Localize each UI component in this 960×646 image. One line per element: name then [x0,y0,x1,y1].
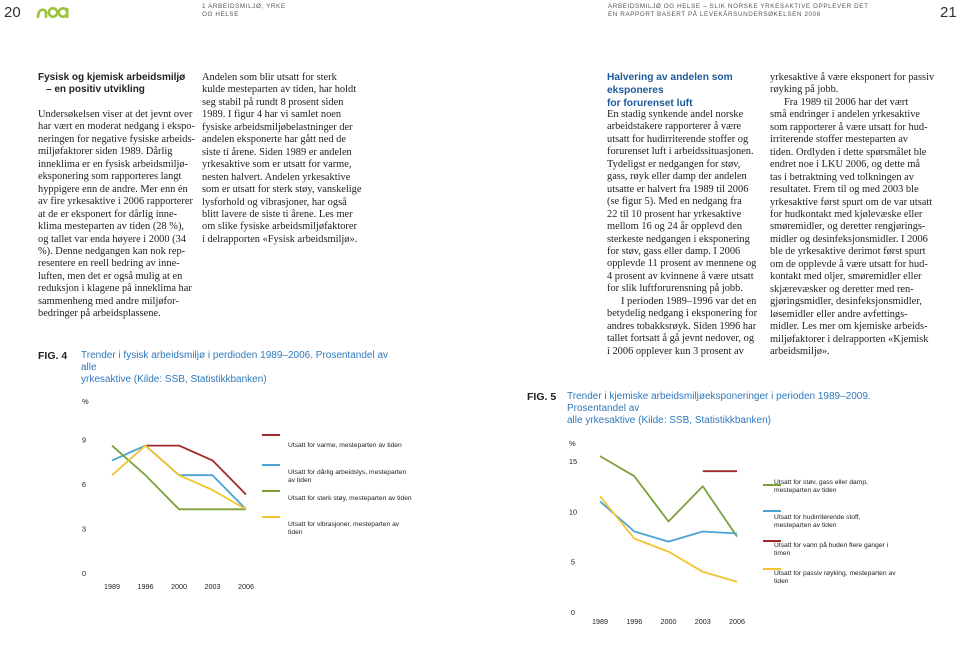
x-tick-label: 1989 [104,582,120,591]
x-tick-label: 1989 [592,617,608,626]
x-tick-label: 2006 [729,617,745,626]
section-heading-physical: Fysisk og kjemisk arbeidsmiljø – en positiv utvikling [38,72,186,96]
legend-label: Utsatt for sterk støy, mesteparten av tiden [288,495,412,502]
fig4-label: FIG. 4 [38,350,68,362]
y-tick-label: 5 [570,557,576,567]
series-line [112,446,246,510]
y-axis-unit: % [569,439,576,448]
legend-swatch [262,490,280,492]
x-tick-label: 2000 [171,582,187,591]
fig5-chart [555,432,760,632]
legend-swatch [763,510,781,512]
x-tick-label: 2006 [238,582,254,591]
y-tick-label: 9 [81,435,87,445]
y-tick-label: 3 [81,524,87,534]
page-number-right: 21 [940,4,957,21]
legend-label: Utsatt for vann på huden flere ganger i timen [774,542,889,557]
nqa-logo [36,4,70,18]
legend-label: Utsatt for vibrasjoner, mesteparten av tiden [288,521,400,536]
x-tick-label: 1996 [137,582,154,591]
legend-swatch [262,434,280,436]
body-text-col1: Undersøkelsen viser at det jevnt over har vært en moderat nedgang i ekspo- neringen for negative fysiske arbeids- miljøfaktorer siden 1989. Dårlig inneklima er en fysisk arbeidsmiljø- eksponering som rapporteres langt hyppigere enn de andre. Mer enn én av fire yrkesaktive i 2006 rapporterer at de er eksponert for dårlig inne- klima mesteparten av tiden (28 %), og tallet var enda høyere i 2000 (34 %). Denne nedgangen kan nok rep- resentere en reell bedring av inne- luften, men det er også mulig at en reduksjon i klagene på inneklima har sammenheng med andre miljøfor- bedringer på arbeidsplassene. [38,109,195,320]
series-line [600,456,737,536]
legend-swatch [262,464,280,466]
fig4-legend [262,430,412,550]
fig4-caption: Trender i fysisk arbeidsmiljø i perdioden 1989–2006. Prosentandel av alle yrkesaktive (Kilde: SSB, Statistikkbanken) [81,350,389,385]
series-line [112,446,246,510]
legend-label: Utsatt for varme, mesteparten av tiden [288,442,402,449]
x-tick-label: 2000 [660,617,677,626]
fig5-caption: Trender i kjemiske arbeidsmiljøeksponeringer i perioden 1989–2009. Prosentandel av alle yrkesaktive (Kilde: SSB, Statistikkbanken) [567,391,871,426]
series-line [600,496,737,582]
body-text-col4: yrkesaktive å være eksponert for passiv røyking på jobb. Fra 1989 til 2006 har det vært små endringer i andelen yrkesaktive som rapporterer å være utsatt for hud- irriterende stoffer mesteparten av tiden. Ordlyden i dette spørsmålet ble endret noe i LKU 2006, og dette må tas i betraktning ved tolkningen av resultatet. Frem til og med 2003 ble yrkesaktive først spurt om de var utsatt for hudkontakt med kjølevæske eller smøremidler, og deretter rengjørings- midler og desinfeksjonsmidler. I 2006 ble de yrkesaktive derimot først spurt om de opplevde å være utsatt for hud- kontakt med oljer, smøremidler eller skjærevæsker og deretter med ren- gjøringsmidler, desinfeksjonsmidler, løsemidler eller andre avfettings- midler. Les mer om kjemiske arbeids- miljøfaktorer i delrapporten «Kjemisk arbeidsmiljø». [770,72,935,357]
legend-label: Utsatt for dårlig arbeidslys, mesteparten av tiden [288,469,407,484]
body-text-col3: En stadig synkende andel norske arbeidstakere rapporterer å være utsatt for hudirriterende stoffer og forurenset luft i arbeidssituasjonen. Tydeligst er nedgangen for støv, gass, røyk eller damp der andelen utsatte er halvert fra 1989 til 2006 (se figur 5). Med en nedgang fra 22 til 10 prosent har yrkesaktive mellom 16 og 24 år opplevd den sterkeste nedgangen i eksponering for støv, gass eller damp. I 2006 opplevde 11 prosent av mennene og 4 prosent av kvinnene å være utsatt for slik luftforurensning på jobb. I perioden 1989–1996 var det en betydelig nedgang i eksponering for andres tobakksrøyk. Siden 1996 har tallet fortsatt å gå jevnt nedover, og i 2006 opplever kun 3 prosent av [607,109,758,357]
y-axis-unit: % [82,397,89,406]
y-tick-label: 0 [570,608,576,617]
legend-swatch [262,516,280,518]
y-tick-label: 10 [568,507,578,517]
legend-label: Utsatt for støv, gass eller damp, mesteparten av tiden [774,479,868,494]
series-line [146,446,247,495]
legend-label: Utsatt for hudirriterende stoff, mesteparten av tiden [774,514,861,529]
section-heading-air: Halvering av andelen som eksponeres for forurenset luft [607,72,733,109]
body-text-col2: Andelen som blir utsatt for sterk kulde mesteparten av tiden, har holdt seg stabil på rundt 8 prosent siden 1989. I figur 4 har vi samlet noen fysiske arbeidsmiljøbelastninger der andelen eksponerte har gått ned de siste ti årene. Siden 1989 er andelen yrkesaktive som er utsatt for varme, nesten halvert. Andelen yrkesaktive som er utsatt for sterk støy, vanskelige lysforhold og vibrasjoner, har også blitt lavere de siste ti årene. Les mer om slike fysiske arbeidsmiljøfaktorer i delrapporten «Fysisk arbeidsmiljø». [202,72,362,245]
running-head-right: ARBEIDSMILJØ OG HELSE – SLIK NORSKE YRKESAKTIVE OPPLEVER DET EN RAPPORT BASERT PÅ LEVEKÅRSUNDERSØKELSEN 2006 [608,3,869,18]
y-tick-label: 6 [81,480,87,490]
series-line [112,446,246,510]
y-tick-label: 15 [568,457,578,467]
x-tick-label: 2003 [204,582,221,591]
fig4-chart [60,392,265,602]
y-tick-label: 0 [81,569,87,578]
running-head-left: 1 ARBEIDSMILJØ, YRKE OG HELSE [202,3,286,18]
fig5-label: FIG. 5 [527,391,557,403]
page-number-left: 20 [4,4,21,21]
legend-label: Utsatt for passiv røyking, mesteparten av tiden [774,570,896,585]
fig5-legend [763,480,913,590]
x-tick-label: 2003 [694,617,711,626]
x-tick-label: 1996 [626,617,643,626]
